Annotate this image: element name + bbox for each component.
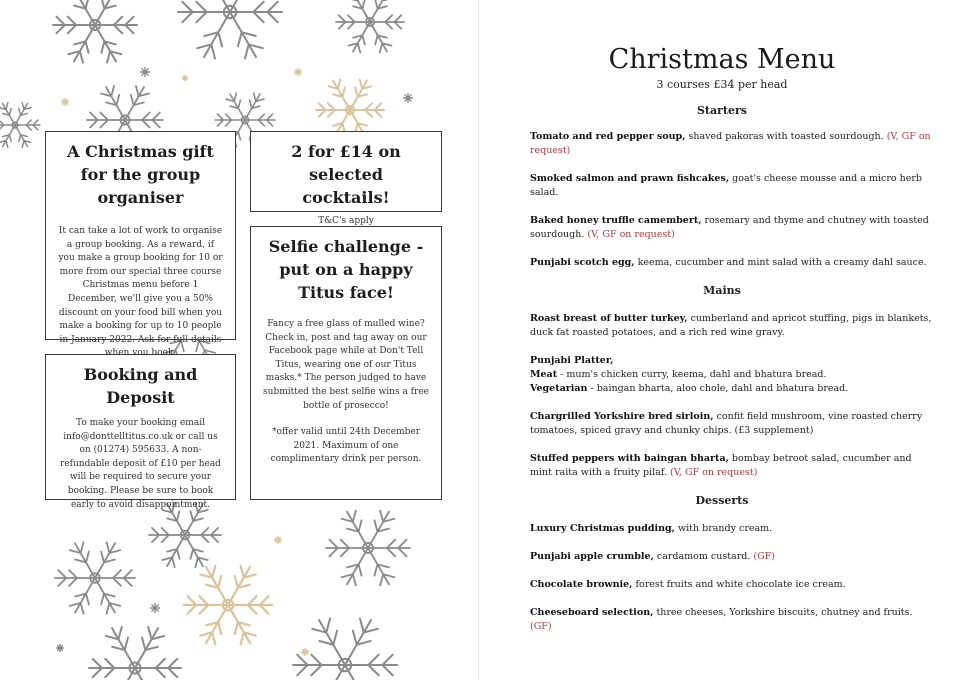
main-item-platter: Punjabi Platter, Meat - mum's chicken curry, keema, dahl and bhatura bread. Vegetarian - baingan bharta, aloo chole, dahl and bhatura bread. [530,355,849,394]
main-item: Chargrilled Yorkshire bred sirloin, confit field mushroom, vine roasted cherry tomatoes, spiced gravy and chunky chips. (£3 supplement) [530,411,923,436]
main-item: Roast breast of butter turkey, cumberland and apricot stuffing, pigs in blankets, duck fat roasted potatoes, and a rich red wine gravy. [530,313,932,338]
desserts-heading: Desserts [695,494,749,507]
dessert-item: Punjabi apple crumble, cardamom custard. (GF) [530,551,775,562]
menu-title: Christmas Menu [608,44,836,75]
snowflake-icon [184,566,272,645]
sparkle-icon [56,644,64,652]
sparkle-icon [301,648,309,656]
gift-body: It can take a lot of work to organise a group booking. As a reward, if you make a group booking for 10 or more from our special three course Christmas menu before 1 December, we'll give you a 50% discount on your food bill when you make a booking for up to 10 people in January 2022. Ask for full details [58,226,223,345]
snowflake-icon [89,627,181,680]
sparkle-icon [274,536,282,544]
christmas-menu [512,44,932,634]
starter-item: Punjabi scotch egg, keema, cucumber and mint salad with a creamy dahl sauce. [530,257,927,268]
gift-title: A Christmas gift for the group organiser [67,142,214,207]
booking-body: To make your booking email info@donttelltitus.co.uk or call us on (01274) 595633. A non-refundable deposit of £10 per head will be required to secure your booking. Please be sure to book early to avoid disappointment. [60,418,221,510]
sparkle-icon [403,93,413,103]
selfie-title: Selfie challenge - put on a happy Titus face! [268,237,424,302]
dessert-item: Cheeseboard selection, three cheeses, Yorkshire biscuits, chutney and fruits. (GF) [530,607,913,632]
snowflake-icon [178,0,282,58]
starter-item: Baked honey truffle camembert, rosemary and thyme and chutney with toasted sourdough. (V, GF on request) [530,215,929,240]
starter-item: Tomato and red pepper soup, shaved pakoras with toasted sourdough. (V, GF on request) [530,131,931,156]
sparkle-icon [182,75,188,81]
snowflake-icon [0,103,40,148]
selfie-body: Fancy a free glass of mulled wine? Check in, post and tag away on our Facebook page while at Don't Tell Titus, wearing one of our Titus masks.* The person judged to have submitted the best selfie wins a free bottle of prosecco! [263,319,429,411]
cocktails-terms: T&C's apply [318,216,374,226]
booking-title: Booking and Deposit [83,365,198,407]
sparkle-icon [140,67,150,77]
cocktails-offer-box [250,131,442,226]
snowflake-icon [55,542,135,614]
cocktails-title: 2 for £14 on selected cocktails! [291,142,401,207]
sparkle-icon [294,68,302,76]
starter-item: Smoked salmon and prawn fishcakes, goat's cheese mousse and a micro herb salad. [530,173,922,198]
snowflake-icon [53,0,137,63]
group-organiser-gift-box [45,131,236,345]
menu-price: 3 courses £34 per head [656,78,788,91]
snowflake-icon [149,503,221,567]
mains-heading: Mains [703,284,741,297]
booking-deposit-box [45,354,236,510]
dessert-item: Luxury Christmas pudding, with brandy cream. [530,523,773,534]
main-item: Stuffed peppers with baingan bharta, bombay betroot salad, cucumber and mint raita with a fruity pilaf. (V, GF on request) [530,453,912,478]
snowflake-icon [336,0,404,52]
starters-heading: Starters [696,104,747,117]
snowflake-icon [326,510,410,585]
sparkle-icon [150,603,160,613]
selfie-footnote: *offer valid until 24th December 2021. Maximum of one complimentary drink per person. [270,427,422,465]
selfie-challenge-box [250,226,442,500]
snowflake-icon [293,619,397,680]
sparkle-icon [61,98,69,106]
dessert-item: Chocolate brownie, forest fruits and white chocolate ice cream. [530,579,846,590]
page-fold [478,0,479,680]
